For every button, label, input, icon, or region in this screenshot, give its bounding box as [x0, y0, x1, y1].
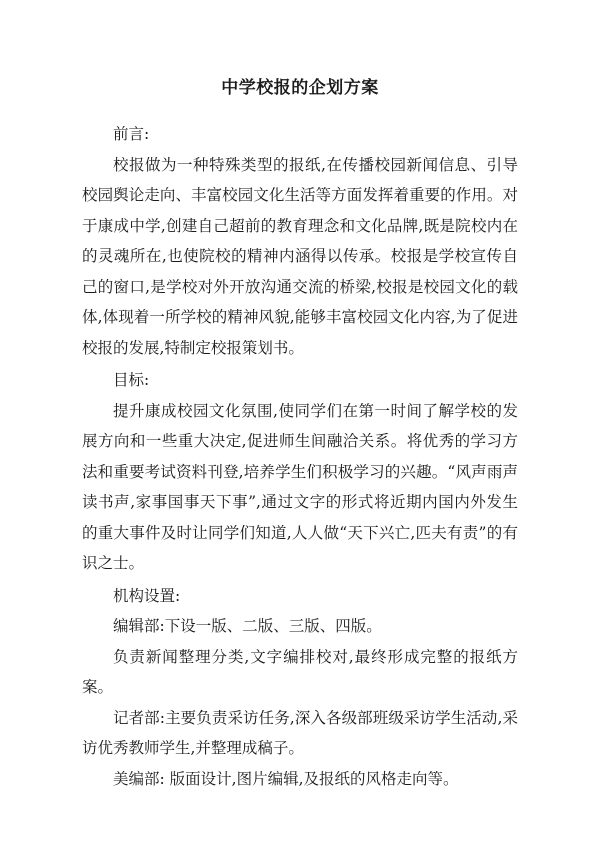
- document-title: 中学校报的企划方案: [221, 78, 379, 98]
- paragraph-reporter-dept: 记者部:主要负责采访任务,深入各级部班级采访学生活动,采访优秀教师学生,并整理成稿子。: [82, 708, 518, 757]
- paragraph-editorial-duties: 负责新闻整理分类,文字编排校对,最终形成完整的报纸方案。: [82, 647, 518, 696]
- paragraph-editorial-dept: 编辑部:下设一版、二版、三版、四版。: [113, 617, 382, 635]
- section-heading-goals: 目标:: [113, 371, 150, 389]
- paragraph-goals-body: 提升康成校园文化氛围,使同学们在第一时间了解学校的发展方向和一些重大决定,促进师生间融洽关系。将优秀的学习方法和重要考试资料刊登,培养学生们积极学习的兴趣。“风声雨声读书声,家事国事天下事”,通过文字的形式将近期内国内外发生的重大事件及时让同学们知道,人人做“天下兴亡,匹夫有责”的有识之士。: [82, 401, 518, 572]
- section-heading-organization: 机构设置:: [113, 586, 181, 605]
- paragraph-art-dept: 美编部: 版面设计,图片编辑,及报纸的风格走向等。: [113, 769, 459, 788]
- paragraph-preface-body: 校报做为一种特殊类型的报纸,在传播校园新闻信息、引导校园舆论走向、丰富校园文化生活等方面发挥着重要的作用。对于康成中学,创建自己超前的教育理念和文化品牌,既是院校内在的灵魂所在,也使院校的精神内涵得以传承。校报是学校宣传自己的窗口,是学校对外开放沟通交流的桥梁,校报是校园文化的载体,体现着一所学校的精神风貌,能够丰富校园文化内容,为了促进校报的发展,特制定校报策划书。: [82, 155, 518, 357]
- section-heading-preface: 前言:: [113, 125, 150, 143]
